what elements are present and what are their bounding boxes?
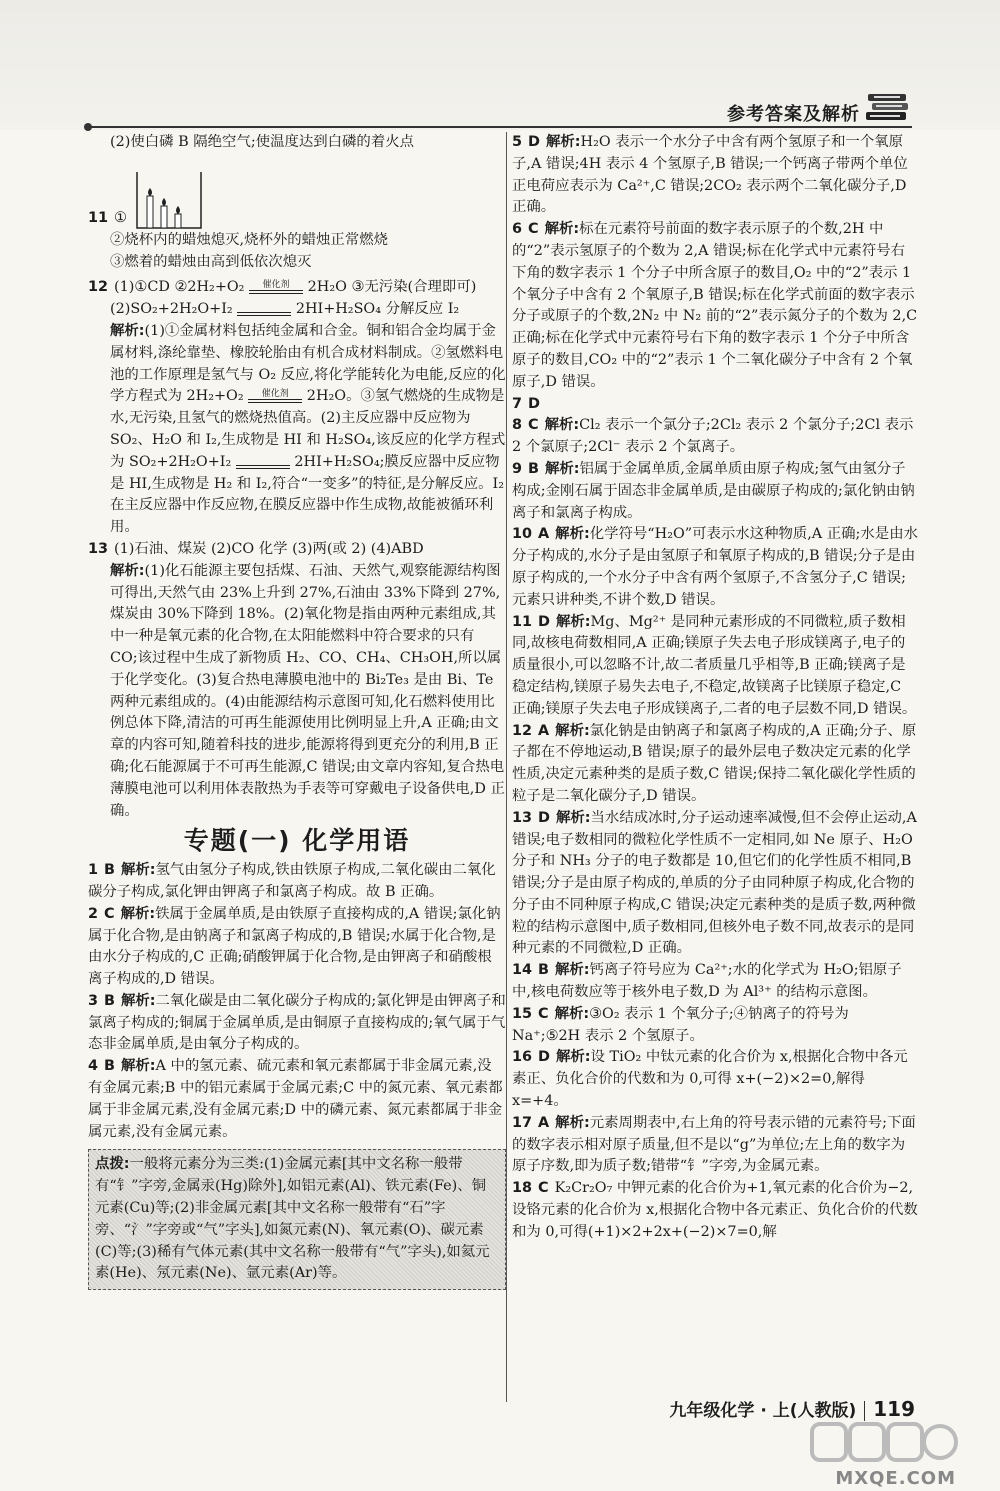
answer-choice: D: [538, 809, 550, 826]
explanation-text: H₂O 表示一个水分子中含有两个氢原子和一个氧原子,A 错误;4H 表示 4 个氢原子,B 错误;一个钙离子带两个单位正电荷应表示为 Ca²⁺,C 错误;2CO₂ 表示两个二氧化碳分子,D 正确。: [512, 134, 908, 216]
answer-5: [512, 132, 918, 219]
books-icon: [864, 88, 912, 128]
question-number: 1: [88, 862, 99, 879]
explanation-label: 解析:: [120, 862, 156, 879]
answer-choice: C: [538, 1180, 549, 1197]
answer-18: [512, 1178, 918, 1243]
explanation-text: 钙离子符号应为 Ca²⁺;水的化学式为 H₂O;铝原子中,核电荷数应等于核外电子数,D 为 Al³⁺ 的结构示意图。: [512, 962, 902, 1001]
answer-13-explanation: [88, 561, 506, 823]
answer-13: [88, 539, 506, 561]
answer-13-text: (1)石油、煤炭 (2)CO 化学 (3)两(或 2) (4)ABD: [114, 540, 424, 557]
explanation-label: 解析:: [545, 134, 581, 150]
explanation-text: 铁属于金属单质,是由铁原子直接构成的,A 错误;氯化钠属于化合物,是由钠离子和氯离子构成的,B 错误;水属于化合物,是由水分子构成的,C 正确;硝酸钾属于化合物,是由钾离子和硝酸根离子构成的,D 错误。: [88, 905, 501, 988]
answer-4: [88, 1056, 506, 1143]
answer-11-part2: ②烧杯内的蜡烛熄灭,烧杯外的蜡烛正常燃烧: [110, 231, 388, 248]
answer-choice: B: [104, 862, 115, 879]
explanation-text: 元素周期表中,右上角的符号表示错的元素符号;下面的数字表示相对原子质量,但不是以“g”为单位;左上角的数字为原子序数,即为质子数;错带“钅”字旁,为金属元素。: [512, 1114, 916, 1175]
answer-12-text: 2H₂O ③无污染(合理即可): [307, 279, 477, 296]
right-column: [512, 132, 918, 1244]
question-number: 2: [88, 905, 99, 922]
explanation-text: 铝属于金属单质,金属单质由原子构成;氢气由氢分子构成;金刚石属于固态非金属单质,是由碳原子构成的;氯化钠由钠离子和氯离子构成。: [512, 460, 915, 521]
question-number: 15: [512, 1005, 533, 1022]
tip-text: 一般将元素分为三类:(1)金属元素[其中文名称一般带有“钅”字旁,金属汞(Hg)除外],如铝元素(Al)、铁元素(Fe)、铜元素(Cu)等;(2)非金属元素[其中文名称一般带有“石”字旁、“氵”字旁或“气”字头],如氮元素(N)、氧元素(O)、碳元素(C)等;(3)稀有气体元素(其中文名称一般带有“气”字头),如氦元素(He)、氖元素(Ne)、氩元素(Ar)等。: [95, 1156, 490, 1282]
answer-6: [512, 219, 918, 393]
explanation-label: 解析:: [544, 460, 580, 477]
answer-9: [512, 459, 918, 524]
explanation-label: 解析:: [544, 221, 580, 238]
answer-7: [512, 394, 918, 416]
explanation-text: Cl₂ 表示一个氯分子;2Cl₂ 表示 2 个氯分子;2Cl 表示 2 个氯原子;2Cl⁻ 表示 2 个氯离子。: [512, 417, 914, 456]
question-number: 9: [512, 460, 523, 477]
answer-12-text: 2HI+H₂SO₄ 分解反应 I₂: [295, 301, 460, 318]
question-number: 11: [512, 613, 533, 630]
explanation-text: (1)化石能源主要包括煤、石油、天然气,观察能源结构图可得出,天然气由 23%上升到 27%,石油由 33%下降到 27%,煤炭由 30%下降到 18%。(2)氧化物是指由两种元素组成,其中一种是氧元素的化合物,在太阳能燃料中符合要求的只有 CO;该过程中生成了新物质 H₂、CO、CH₄、CH₃OH,所以属于化学变化。(3)复合热电薄膜电池中的 Bi₂Te₃ 是由 Bi、Te 两种元素组成的。(4)由能源结构示意图可知,化石燃料使用比例总体下降,清洁的可再生能源使用比例明显上升,A 正确;由文章的内容可知,随着科技的进步,能源将得到更充分的利用,B 正确;化石能源属于不可再生能源,C 错误;由文章内容知,复合热电薄膜电池可以利用体表散热为手表等可穿戴电子设备供电,D 正确。: [110, 562, 505, 819]
question-number: 4: [88, 1058, 99, 1075]
explanation-label: 解析:: [544, 417, 580, 434]
explanation-text: ③O₂ 表示 1 个氧分子;④钠离子的符号为 Na⁺;⑤2H 表示 2 个氢原子。: [512, 1005, 849, 1044]
question-number: 8: [512, 417, 523, 434]
explanation-label: 解析:: [555, 526, 590, 543]
explanation-text: 二氧化碳是由二氧化碳分子构成的;氯化钾是由钾离子和氯离子构成的;铜属于金属单质,是由铜原子直接构成的;氧气属于气态非金属单质,是由氧分子构成的。: [88, 992, 506, 1053]
question-number: 13: [512, 809, 533, 826]
answer-12-line2: [88, 299, 506, 321]
question-number: 14: [512, 962, 533, 979]
answer-12: [512, 721, 918, 808]
answer-16: [512, 1047, 918, 1112]
condition-text: 催化剂: [261, 389, 289, 400]
answer-12-explanation: [88, 321, 506, 539]
tip-label: 点拨:: [95, 1156, 130, 1173]
question-number: 11: [88, 210, 109, 226]
explanation-text: A 中的氢元素、硫元素和氧元素都属于非金属元素,没有金属元素;B 中的铝元素属于金属元素;C 中的氮元素、氧元素都属于非金属元素,没有金属元素;D 中的磷元素、氮元素都属于非金属元素,没有金属元素。: [88, 1058, 503, 1140]
answer-8: [512, 415, 918, 459]
reaction-equals: [236, 455, 290, 469]
answer-choice: D: [528, 395, 540, 412]
explanation-text: 设 TiO₂ 中钛元素的化合价为 x,根据化合物中各元素正、负化合价的代数和为 0,可得 x+(−2)×2=0,解得 x=+4。: [512, 1049, 908, 1110]
answer-choice: A: [538, 1114, 550, 1131]
tip-box: [88, 1149, 506, 1290]
answer-choice: B: [538, 962, 549, 979]
explanation-label: 解析:: [555, 1049, 591, 1066]
section-title: 专题(一) 化学用语: [183, 826, 411, 856]
book-title: 九年级化学 · 上(人教版): [669, 1401, 857, 1421]
question-number: 13: [88, 540, 109, 557]
reaction-equals: [237, 302, 291, 316]
answer-choice: C: [528, 221, 539, 238]
answer-11-part3: ③燃着的蜡烛由高到低依次熄灭: [110, 253, 312, 270]
answer-choice: A: [538, 722, 550, 739]
reaction-condition: [249, 280, 303, 294]
candles-in-beaker-icon: [133, 170, 205, 230]
explanation-label: 解析:: [110, 322, 145, 339]
explanation-label: 解析:: [110, 562, 145, 579]
question-number: 6: [512, 221, 523, 238]
page-number: 119: [873, 1397, 915, 1421]
answer-choice: A: [538, 526, 550, 543]
explanation-text: 氯化钠是由钠离子和氯离子构成的,A 正确;分子、原子都在不停地运动,B 错误;原子的最外层电子数决定元素的化学性质,决定元素种类的是质子数,C 错误;保持二氧化碳化学性质的粒子是二氧化碳分子,D 错误。: [512, 722, 917, 804]
reaction-condition: [248, 389, 302, 403]
answer-choice: B: [104, 1058, 115, 1075]
watermark-logo-icon: [810, 1418, 960, 1468]
explanation-label: 解析:: [555, 613, 591, 630]
explanation-label: 解析:: [120, 992, 156, 1009]
answer-12-text: (2)SO₂+2H₂O+I₂: [110, 301, 233, 318]
explanation-label: 解析:: [554, 1005, 590, 1022]
header-title: 参考答案及解析: [727, 104, 860, 125]
answer-15: [512, 1004, 918, 1048]
answer-12-text: (1)①CD ②2H₂+O₂: [114, 279, 245, 296]
answer-choice: C: [104, 905, 115, 922]
explanation-label: 解析:: [555, 809, 591, 826]
answer-3: [88, 991, 506, 1056]
left-column: [88, 132, 506, 1290]
answer-17: [512, 1113, 918, 1178]
answer-12-line1: [88, 277, 506, 299]
answer-1: [88, 860, 506, 904]
answer-choice: B: [104, 992, 115, 1009]
answer-2: [88, 904, 506, 991]
answer-11-figure-row: [88, 160, 506, 230]
question-number: 7: [512, 395, 523, 412]
explanation-text: 2H₂O。③氢气燃烧的生成物是水,无污染,且氢气的燃烧热值高。(2)主反应器中反应物为 SO₂、H₂O 和 I₂,生成物是 HI 和 H₂SO₄,该反应的化学方程式为 SO₂+2H₂O+I₂: [110, 388, 506, 470]
answer-choice: C: [528, 417, 539, 434]
header-rule: [88, 126, 912, 128]
answer-14: [512, 960, 918, 1004]
question-number: 3: [88, 992, 99, 1009]
column-divider: [506, 132, 507, 1402]
answer-choice: C: [538, 1005, 549, 1022]
condition-text: 催化剂: [262, 280, 290, 291]
answer-11: [512, 612, 918, 721]
watermark-url: MXQE.COM: [835, 1468, 956, 1489]
explanation-label: 解析:: [120, 1058, 156, 1075]
explanation-text: 氢气由氢分子构成,铁由铁原子构成,二氧化碳由二氧化碳分子构成,氯化钾由钾离子和氯离子构成。故 B 正确。: [88, 862, 496, 900]
question-number: 17: [512, 1114, 533, 1131]
explanation-text: 当水结成冰时,分子运动速率减慢,但不会停止运动,A 错误;电子数相同的微粒化学性质不一定相同,如 Ne 原子、H₂O 分子和 NH₃ 分子的电子数都是 10,但它们的化学性质不相同,B 错误;分子是由原子构成的,单质的分子由同种原子构成,化合物的分子由不同种原子构成,C 错误;决定元素种类的是质子数,两种微粒的结构示意图中,质子数相同,但核外电子数不同,故表示的是同种元素的不同微粒,D 正确。: [512, 809, 917, 957]
explanation-text: Mg、Mg²⁺ 是同种元素形成的不同微粒,质子数相同,故核电荷数相同,A 正确;镁原子失去电子形成镁离子,电子的质量很小,可以忽略不计,故二者质量几乎相等,B 正确;镁离子是稳定结构,镁原子易失去电子,不稳定,故镁离子比镁原子稳定,C 正确;镁原子失去电子形成镁离子,二者的电子层数不同,D 错误。: [512, 613, 917, 717]
explanation-label: 解析:: [120, 905, 156, 922]
answer-choice: D: [528, 134, 540, 150]
answer-choice: D: [538, 1049, 550, 1066]
explanation-text: (1)①金属材料包括纯金属和合金。铜和铝合金均属于金属材料,涤纶靠垫、橡胶轮胎由有机合成材料制成。②氢燃料电池的工作原理是氢气与 O₂ 反应,将化学能转化为电能,反应的化学方程式为 2H₂+O₂: [110, 322, 506, 405]
question-number: 18: [512, 1180, 533, 1197]
explanation-text: 2HI+H₂SO₄;膜反应器中反应物是 HI,生成物是 H₂ 和 I₂,符合“一变多”的特征,是分解反应。I₂ 在主反应器中作反应物,在膜反应器中作生成物,故能被循环利用。: [110, 453, 505, 536]
explanation-label: 解析:: [555, 1114, 590, 1131]
answer-10: [512, 524, 918, 611]
answer-13: [512, 808, 918, 961]
answer-choice: B: [528, 460, 539, 477]
question-number: 5: [512, 134, 523, 150]
explanation-label: 解析:: [555, 962, 590, 979]
explanation-label: 解析:: [555, 722, 590, 739]
explanation-text: 标在元素符号前面的数字表示原子的个数,2H 中的“2”表示氢原子的个数为 2,A 错误;标在化学式中元素符号右下角的数字表示 1 个分子中所含原子的数目,O₂ 中的“2”表示 1 个氧分子中含有 2 个氧原子,B 错误;标在化学式前面的数字表示分子或原子的个数,2N₂ 中 N₂ 前的“2”表示氮分子的个数为 2,C 正确;标在化学式中元素符号右下角的数字表示 1 个分子中所含原子的数目,CO₂ 中的“2”表示 1 个二氧化碳分子中含有 2 个氧原子,D 错误。: [512, 221, 918, 390]
question-number: 12: [512, 722, 533, 739]
question-number: 10: [512, 526, 533, 543]
question-number: 12: [88, 279, 109, 296]
explanation-text: 化学符号“H₂O”可表示水这种物质,A 正确;水是由水分子构成的,水分子是由氢原子和氧原子构成的,B 错误;分子是由原子构成的,一个水分子中含有两个氢原子,不含氢分子,C 错误;元素只讲种类,不讲个数,D 错误。: [512, 526, 918, 608]
question-number: 16: [512, 1049, 533, 1066]
explanation-text: K₂Cr₂O₇ 中钾元素的化合价为+1,氧元素的化合价为−2,设铬元素的化合价为 x,根据化合物中各元素正、负化合价的代数和为 0,可得(+1)×2+2x+(−2)×7=0,解: [512, 1180, 918, 1240]
answer-10-part2: (2)使白磷 B 隔绝空气;使温度达到白磷的着火点: [110, 134, 414, 150]
answer-11-part1: ①: [114, 210, 127, 226]
answer-choice: D: [538, 613, 550, 630]
